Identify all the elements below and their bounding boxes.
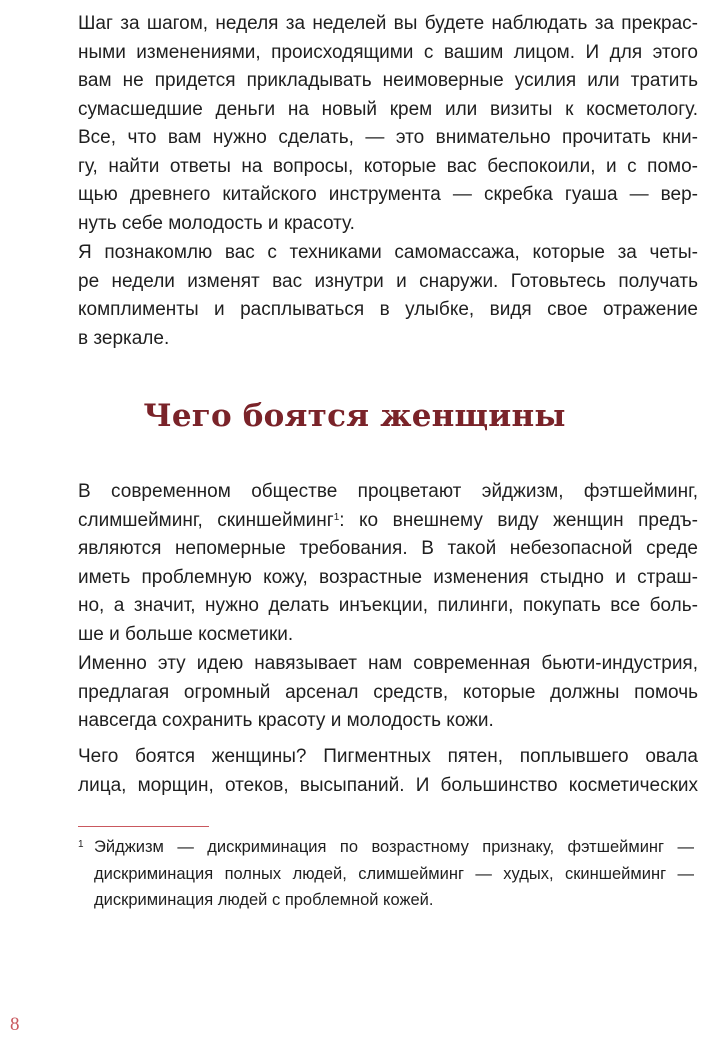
text-line: предлагая огромный арсенал средств, которые должны помочь xyxy=(78,681,698,703)
text-line: лица, морщин, отеков, высыпаний. И большинство косметических xyxy=(78,774,698,796)
footnote xyxy=(78,834,694,914)
paragraph-intro-2 xyxy=(78,239,698,353)
text-line: ше и больше косметики. xyxy=(78,623,294,645)
text-line: ре недели изменят вас изнутри и снаружи. Готовьтесь получать xyxy=(78,270,698,292)
footnote-line: дискриминация людей с проблемной кожей. xyxy=(94,891,434,909)
footnote-divider xyxy=(78,826,209,827)
text-line: сумасшедшие деньги на новый крем или визиты к косметологу. xyxy=(78,98,698,120)
text-line: щью древнего китайского инструмента — скребка гуаша — вер- xyxy=(78,184,698,205)
text-line: ными изменениями, происходящими с вашим лицом. И для этого xyxy=(78,41,698,63)
footnote-line: дискриминация полных людей, слимшейминг — худых, скиншейминг — xyxy=(94,864,694,883)
paragraph-society xyxy=(78,478,698,649)
text-line xyxy=(78,507,698,536)
section-heading: Чего боятся женщины xyxy=(143,398,566,434)
text-fragment: : ко внешнему виду женщин предъ- xyxy=(339,509,698,531)
text-line: В современном обществе процветают эйджизм, фэтшейминг, xyxy=(78,481,698,502)
text-line: вам не придется прикладывать неимоверные усилия или тратить xyxy=(78,70,698,91)
paragraph-beauty-industry xyxy=(78,650,698,736)
text-line: Шаг за шагом, неделя за неделей вы будете наблюдать за прекрас- xyxy=(78,13,698,34)
text-line: нуть себе молодость и красоту. xyxy=(78,212,355,234)
text-line: гу, найти ответы на вопросы, которые вас беспокоили, и с помо- xyxy=(78,155,698,177)
paragraph-fears xyxy=(78,743,698,800)
text-line: Чего боятся женщины? Пигментных пятен, поплывшего овала xyxy=(78,746,698,767)
text-line: Все, что вам нужно сделать, — это внимательно прочитать кни- xyxy=(78,127,698,148)
text-line: Именно эту идею навязывает нам современная бьюти-индустрия, xyxy=(78,653,698,674)
page-number: 8 xyxy=(10,1014,20,1035)
text-line: комплименты и расплываться в улыбке, видя свое отражение xyxy=(78,299,698,320)
footnote-marker: 1 xyxy=(78,839,84,850)
text-line: являются непомерные требования. В такой небезопасной среде xyxy=(78,538,698,559)
text-line: навсегда сохранить красоту и молодость кожи. xyxy=(78,710,494,731)
text-line: иметь проблемную кожу, возрастные изменения стыдно и страш- xyxy=(78,566,698,588)
footnote-reference[interactable]: 1 xyxy=(333,511,340,523)
paragraph-intro-1 xyxy=(78,10,698,238)
footnote-body xyxy=(94,834,694,914)
text-line: но, а значит, нужно делать инъекции, пилинги, покупать все боль- xyxy=(78,595,698,616)
footnote-line: Эйджизм — дискриминация по возрастному признаку, фэтшейминг — xyxy=(94,838,694,856)
text-line: в зеркале. xyxy=(78,327,170,349)
text-line: Я познакомлю вас с техниками самомассажа, которые за четы- xyxy=(78,242,698,263)
text-fragment: слимшейминг, скиншейминг xyxy=(78,509,334,531)
